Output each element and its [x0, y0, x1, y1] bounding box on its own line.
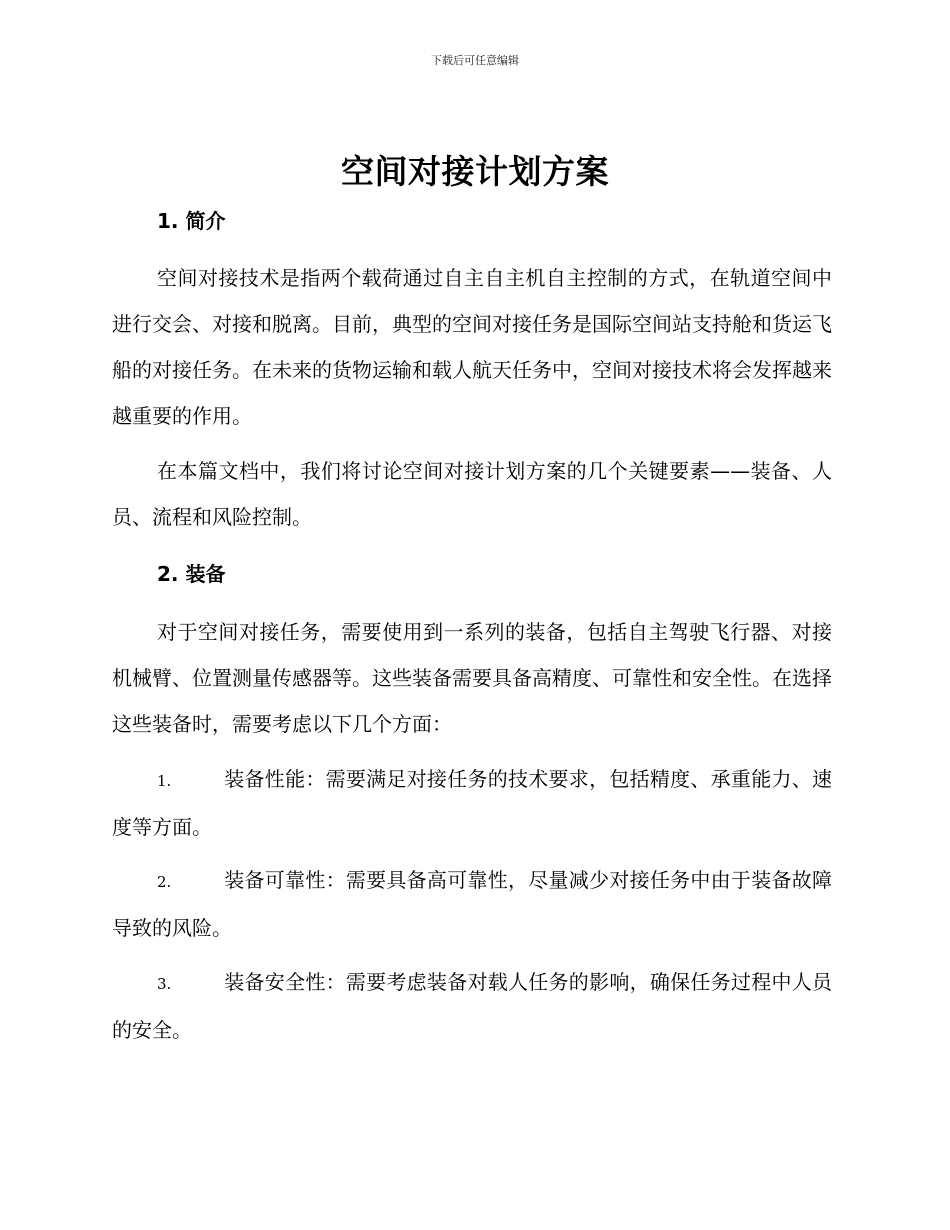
intro-paragraph-2: 在本篇文档中，我们将讨论空间对接计划方案的几个关键要素——装备、人员、流程和风险控制。	[112, 459, 832, 529]
list-item-number: 1.	[157, 772, 172, 790]
intro-paragraph-1: 空间对接技术是指两个载荷通过自主自主机自主控制的方式，在轨道空间中进行交会、对接和脱离。目前，典型的空间对接任务是国际空间站支持舱和货运飞船的对接任务。在未来的货物运输和载人航天任务中，空间对接技术将会发挥越来越重要的作用。	[112, 266, 832, 428]
list-item	[112, 756, 832, 850]
section-heading-intro: 1. 简介	[157, 209, 226, 233]
list-item	[112, 857, 832, 951]
list-item-text: 装备安全性：需要考虑装备对载人任务的影响，确保任务过程中人员的安全。	[112, 970, 832, 1042]
equipment-paragraph-1: 对于空间对接任务，需要使用到一系列的装备，包括自主驾驶飞行器、对接机械臂、位置测量传感器等。这些装备需要具备高精度、可靠性和安全性。在选择这些装备时，需要考虑以下几个方面：	[112, 620, 832, 736]
page-header-note: 下载后可任意编辑	[431, 54, 519, 67]
section-heading-equipment: 2. 装备	[157, 562, 226, 586]
list-item-number: 2.	[157, 873, 172, 891]
list-item	[112, 959, 832, 1053]
list-item-text: 装备可靠性：需要具备高可靠性，尽量减少对接任务中由于装备故障导致的风险。	[112, 868, 832, 940]
list-item-number: 3.	[157, 975, 172, 993]
document-title: 空间对接计划方案	[341, 152, 609, 191]
list-item-text: 装备性能：需要满足对接任务的技术要求，包括精度、承重能力、速度等方面。	[112, 767, 832, 839]
